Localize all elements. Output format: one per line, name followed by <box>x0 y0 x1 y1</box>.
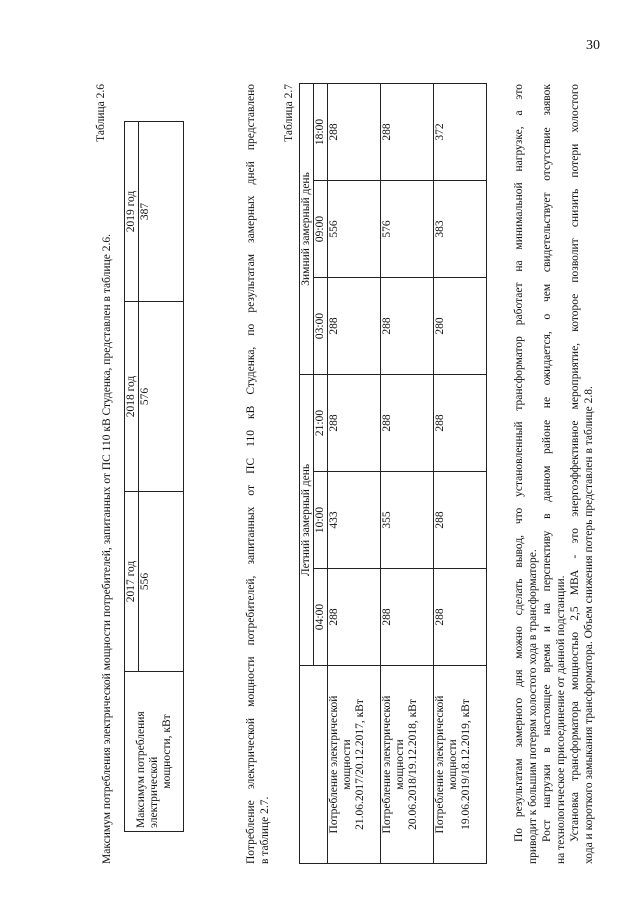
row-label-cell <box>434 666 487 864</box>
table-2-6 <box>124 121 184 832</box>
table-header-cell: 2018 год <box>125 302 139 492</box>
table-cell: 556 <box>328 180 381 277</box>
intro-table-2-7-line2: в таблице 2.7. <box>259 796 271 864</box>
row-label-line: Максимум потребления электрической <box>134 711 160 828</box>
table-cell: 355 <box>381 472 434 569</box>
table-2-6-row-label <box>125 672 184 832</box>
table-cell: 372 <box>434 83 487 180</box>
table-cell: 556 <box>139 492 184 672</box>
time-header-cell: 21:00 <box>314 374 328 471</box>
paragraph-3-line1: Установка трансформатора мощностью 2,5 МВА - это энергоэффективное мероприятие, которое позволит снизить потери холостого <box>569 84 581 842</box>
paragraph-1-line1: По результатам замерного дня можно сделать вывод, что установленный трансформатор работает на минимальной нагрузке, а это <box>513 84 525 842</box>
table-corner-cell <box>300 666 328 864</box>
table-2-6-caption: Таблица 2.6 <box>95 84 107 142</box>
time-header-cell: 10:00 <box>314 472 328 569</box>
time-header-cell: 09:00 <box>314 180 328 277</box>
table-cell: 288 <box>381 569 434 666</box>
intro-table-2-7-line1: Потребление электрической мощности потребителей, запитанных от ПС 110 кВ Студенка, по результатам замерных дней представлено <box>245 84 257 864</box>
table-header-cell: 2019 год <box>125 122 139 302</box>
row-label-line: 19.06.2019/18.12.2019, кВт <box>460 699 472 830</box>
row-label-cell <box>328 666 381 864</box>
table-cell: 576 <box>139 302 184 492</box>
table-row <box>300 83 314 863</box>
table-2-7-caption: Таблица 2.7 <box>283 84 295 142</box>
row-label-line: Потребление электрической мощности <box>434 695 459 834</box>
table-cell: 288 <box>328 569 381 666</box>
table-cell: 288 <box>381 83 434 180</box>
row-label-line: мощности, кВт <box>160 714 173 789</box>
table-cell: 288 <box>381 277 434 374</box>
time-header-cell: 03:00 <box>314 277 328 374</box>
row-label-line: Потребление электрической мощности <box>381 695 406 834</box>
paragraph-2-line1: Рост нагрузки в настоящее время и на перспективу в данном районе не ожидается, о чем свидетельствует отсутствие заявок <box>541 84 553 842</box>
table-cell: 288 <box>434 472 487 569</box>
row-label-line: 20.06.2018/19.12.2018, кВт <box>407 699 419 830</box>
time-header-cell: 04:00 <box>314 569 328 666</box>
table-cell: 288 <box>434 569 487 666</box>
table-row <box>125 122 139 832</box>
paragraph-1-line2: приводит к большим потерям холостого хода в трансформаторе. <box>527 549 539 864</box>
row-label-line: 21.06.2017/20.12.2017, кВт <box>354 699 366 830</box>
page-number: 30 <box>586 38 600 53</box>
intro-table-2-6: Максимум потребления электрической мощности потребителей, запитанных от ПС 110 кВ Студенка, представлен в таблице 2.6. <box>101 234 113 864</box>
row-label-cell <box>381 666 434 864</box>
table-cell: 280 <box>434 277 487 374</box>
table-cell: 288 <box>434 374 487 471</box>
table-cell: 288 <box>381 374 434 471</box>
time-header-cell: 18:00 <box>314 83 328 180</box>
paragraph-2-line2: на технологическое присоединение от данной подстанции. <box>555 575 567 864</box>
table-row <box>328 83 381 863</box>
table-2-7 <box>299 83 487 864</box>
row-label-line: Потребление электрической мощности <box>328 695 353 834</box>
group-header-summer: Летний замерный день <box>300 374 314 665</box>
table-cell: 288 <box>328 374 381 471</box>
table-cell: 288 <box>328 83 381 180</box>
table-cell: 387 <box>139 122 184 302</box>
table-header-cell: 2017 год <box>125 492 139 672</box>
table-cell: 383 <box>434 180 487 277</box>
table-cell: 288 <box>328 277 381 374</box>
table-row <box>381 83 434 863</box>
paragraph-3-line2: хода и короткого замыкания трансформатора. Объем снижения потерь представлен в таблице 2.8. <box>583 386 595 864</box>
table-row <box>434 83 487 863</box>
table-cell: 433 <box>328 472 381 569</box>
rotated-page-content <box>92 84 612 864</box>
table-cell: 576 <box>381 180 434 277</box>
group-header-winter: Зимний замерный день <box>300 83 314 374</box>
